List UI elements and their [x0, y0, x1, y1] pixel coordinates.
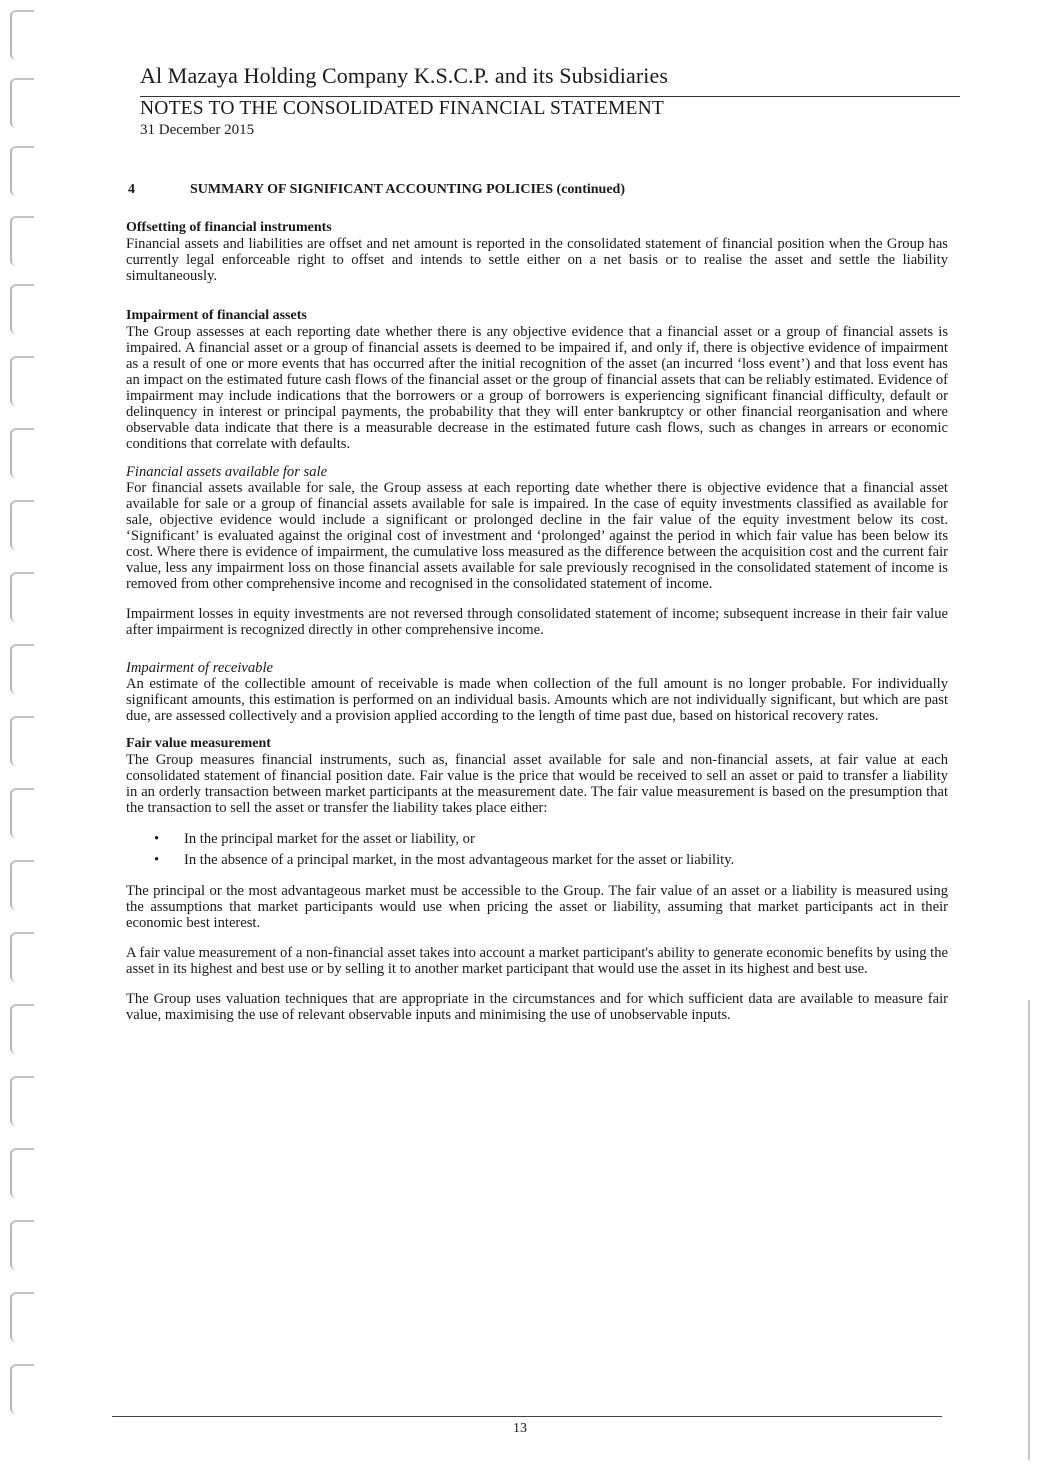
paragraph-receivable: An estimate of the collectible amount of receivable is made when collection of the full amount is no longer probable. For individually significant amounts, this estimation is performed on an individual basis. Amounts which are not individually significant, but which are past due, are assessed collectively and a provision applied according to the length of time past due, based on historical recovery rates.: [126, 676, 948, 724]
binder-mark: [10, 932, 34, 982]
paragraph-impairment: The Group assesses at each reporting date whether there is any objective evidence that a financial asset or a group of financial assets is impaired. A financial asset or a group of financial assets is deemed to be impaired if, and only if, there is objective evidence of impairment as a result of one or more events that has occurred after the initial recognition of the asset (an incurred ‘loss event’) and that loss event has an impact on the estimated future cash flows of the financial asset or the group of financial assets that can be reliably estimated. Evidence of impairment may include indications that the borrowers or a group of borrowers is experiencing significant financial difficulty, default or delinquency in interest or principal payments, the probability that they will enter bankruptcy or other financial reorganisation and where observable data indicate that there is a measurable decrease in the estimated future cash flows, such as changes in arrears or economic conditions that correlate with defaults.: [126, 324, 948, 452]
binder-mark: [10, 356, 34, 406]
paragraph-fair-value: The Group measures financial instruments, such as, financial asset available for sale and non-financial assets, at fair value at each consolidated statement of financial position date. Fair value is the price that would be received to sell an asset or paid to transfer a liability in an orderly transaction between market participants at the measurement date. The fair value measurement is based on the presumption that the transaction to sell the asset or transfer the liability takes place either:: [126, 752, 948, 816]
statement-date: 31 December 2015: [140, 122, 255, 138]
heading-impairment: Impairment of financial assets: [126, 308, 307, 323]
list-item: • In the absence of a principal market, in the most advantageous market for the asset or liability.: [126, 851, 948, 869]
paragraph-offsetting: Financial assets and liabilities are offset and net amount is reported in the consolidated statement of financial position when the Group has currently legal enforceable right to offset and intends to settle either on a net basis or to realise the asset and settle the liability simultaneously.: [126, 236, 948, 284]
binder-mark: [10, 146, 34, 196]
section-heading: [128, 182, 948, 198]
paragraph-afs-losses: Impairment losses in equity investments are not reversed through consolidated statement of income; subsequent increase in their fair value after impairment is recognized directly in other comprehensive income.: [126, 606, 948, 638]
heading-receivable: Impairment of receivable: [126, 660, 273, 676]
binder-mark: [10, 1076, 34, 1126]
paragraph-afs: For financial assets available for sale, the Group assess at each reporting date whether there is objective evidence that a financial asset available for sale or a group of financial assets available for sale is impaired. In the case of equity investments classified as available for sale, objective evidence would include a significant or prolonged decline in the fair value of the equity investment below its cost. ‘Significant’ is evaluated against the original cost of investment and ‘prolonged’ against the period in which fair value has been below its cost. Where there is evidence of impairment, the cumulative loss measured as the difference between the acquisition cost and the current fair value, less any impairment loss on those financial assets available for sale previously recognised in the consolidated statement of income is removed from other comprehensive income and recognised in the consolidated statement of income.: [126, 480, 948, 592]
binder-mark: [10, 428, 34, 478]
paragraph-non-financial-asset: A fair value measurement of a non-financial asset takes into account a market participant's ability to generate economic benefits by using the asset in its highest and best use or by selling it to another market participant that would use the asset in its highest and best use.: [126, 945, 948, 977]
binder-mark: [10, 500, 34, 550]
company-name: Al Mazaya Holding Company K.S.C.P. and its Subsidiaries: [140, 63, 668, 88]
binder-mark: [10, 216, 34, 266]
notes-title: NOTES TO THE CONSOLIDATED FINANCIAL STATEMENT: [140, 98, 664, 119]
paragraph-valuation-techniques: The Group uses valuation techniques that are appropriate in the circumstances and for which sufficient data are available to measure fair value, maximising the use of relevant observable inputs and minimising the use of unobservable inputs.: [126, 991, 948, 1023]
binder-mark: [10, 572, 34, 622]
binder-mark: [10, 716, 34, 766]
paragraph-principal-market: The principal or the most advantageous market must be accessible to the Group. The fair value of an asset or a liability is measured using the assumptions that market participants would use when pricing the asset or liability, assuming that market participants act in their economic best interest.: [126, 883, 948, 931]
page-number: 13: [513, 1421, 527, 1436]
fair-value-bullet-list: [126, 830, 948, 869]
page-header: [140, 62, 960, 90]
footer-rule: [112, 1416, 942, 1417]
binder-mark: [10, 644, 34, 694]
binder-mark: [10, 78, 34, 128]
binder-mark: [10, 1220, 34, 1270]
binder-mark: [10, 1292, 34, 1342]
binder-mark: [10, 788, 34, 838]
section-title: SUMMARY OF SIGNIFICANT ACCOUNTING POLICIES (continued): [190, 182, 625, 197]
heading-offsetting: Offsetting of financial instruments: [126, 220, 332, 235]
binder-mark: [10, 860, 34, 910]
binder-mark: [10, 1148, 34, 1198]
binder-mark: [10, 284, 34, 334]
binder-mark: [10, 10, 34, 60]
list-item: • In the principal market for the asset or liability, or: [126, 830, 948, 848]
heading-afs: Financial assets available for sale: [126, 464, 328, 480]
heading-fair-value: Fair value measurement: [126, 736, 271, 751]
page-edge-shadow: [1028, 1000, 1030, 1460]
binder-mark: [10, 1364, 34, 1414]
page-body: [126, 182, 948, 1023]
section-number: 4: [128, 182, 135, 197]
binder-mark: [10, 1004, 34, 1054]
